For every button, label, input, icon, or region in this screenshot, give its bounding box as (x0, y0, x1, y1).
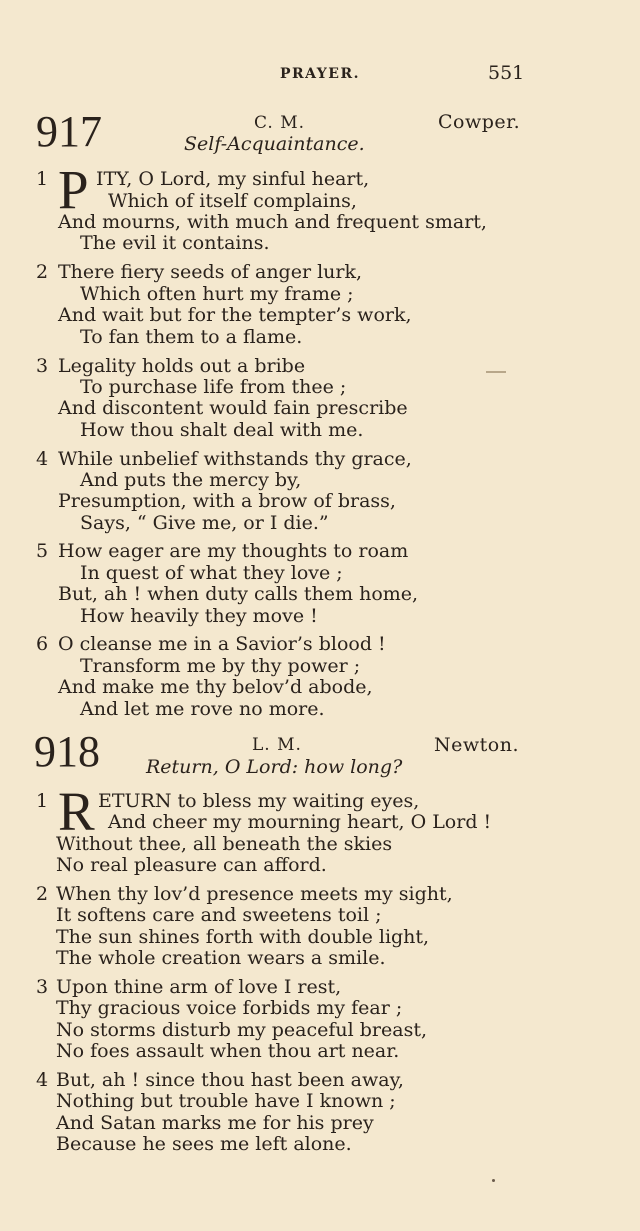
verse-number: 4 (36, 448, 49, 470)
hymn-number: 918 (34, 727, 100, 776)
drop-cap: P (58, 159, 89, 220)
page-number: 551 (488, 62, 525, 84)
hymn-author: Newton. (434, 734, 519, 756)
verse-line: Presumption, with a brow of brass, (58, 490, 396, 512)
verse-line: And cheer my mourning heart, O Lord ! (108, 811, 492, 833)
verse-line: There fiery seeds of anger lurk, (58, 261, 363, 283)
verse-number: 1 (36, 168, 49, 190)
verse-line: But, ah ! when duty calls them home, (58, 583, 419, 605)
hymn-meter: C. M. (254, 113, 306, 133)
verse-line: Says, “ Give me, or I die.” (80, 512, 329, 534)
verse-line: Which of itself complains, (108, 190, 357, 212)
verse-line: No foes assault when thou art near. (56, 1040, 400, 1062)
verse-line: And make me thy belov’d abode, (58, 676, 373, 698)
verse-line: To purchase life from thee ; (80, 376, 347, 398)
ink-mark (486, 371, 506, 373)
hymn-subtitle: Self-Acquaintance. (184, 133, 365, 155)
verse-number: 2 (36, 883, 49, 905)
verse-line: Legality holds out a bribe (58, 355, 306, 377)
drop-cap: R (58, 781, 95, 842)
hymn-meter: L. M. (252, 735, 302, 755)
verse-number: 1 (36, 790, 49, 812)
verse-line: Without thee, all beneath the skies (56, 833, 393, 855)
verse-line: Upon thine arm of love I rest, (56, 976, 342, 998)
verse-line: And discontent would fain prescribe (58, 397, 408, 419)
hymn-number: 917 (36, 107, 102, 156)
verse-line: The whole creation wears a smile. (56, 947, 386, 969)
verse-line: When thy lov’d presence meets my sight, (56, 883, 453, 905)
verse-number: 3 (36, 355, 49, 377)
verse-line: No real pleasure can afford. (56, 854, 327, 876)
verse-number: 6 (36, 633, 49, 655)
verse-line: And let me rove no more. (80, 698, 325, 720)
verse-line: In quest of what they love ; (80, 562, 343, 584)
verse-line: Transform me by thy power ; (80, 655, 361, 677)
verse-line: How thou shalt deal with me. (80, 419, 364, 441)
verse-line: It softens care and sweetens toil ; (56, 904, 382, 926)
verse-line: The evil it contains. (80, 232, 270, 254)
verse-line: Thy gracious voice forbids my fear ; (56, 997, 403, 1019)
verse-line: ITY, O Lord, my sinful heart, (96, 168, 370, 190)
verse-number: 3 (36, 976, 49, 998)
verse-line: The sun shines forth with double light, (56, 926, 430, 948)
verse-line: ETURN to bless my waiting eyes, (98, 790, 420, 812)
verse-line: Which often hurt my frame ; (80, 283, 354, 305)
verse-line: Nothing but trouble have I known ; (56, 1090, 396, 1112)
verse-line: While unbelief withstands thy grace, (58, 448, 412, 470)
verse-line: How eager are my thoughts to roam (58, 540, 409, 562)
verse-line: No storms disturb my peaceful breast, (56, 1019, 428, 1041)
verse-line: But, ah ! since thou hast been away, (56, 1069, 404, 1091)
hymn-author: Cowper. (438, 111, 521, 133)
hymn-subtitle: Return, O Lord: how long? (146, 756, 403, 778)
verse-line: Because he sees me left alone. (56, 1133, 352, 1155)
verse-line: To fan them to a flame. (80, 326, 303, 348)
paper-speck (492, 1179, 495, 1182)
verse-number: 2 (36, 261, 49, 283)
verse-number: 4 (36, 1069, 49, 1091)
verse-line: And wait but for the tempter’s work, (58, 304, 412, 326)
verse-line: And puts the mercy by, (80, 469, 302, 491)
running-header: PRAYER. (279, 66, 360, 82)
verse-line: And Satan marks me for his prey (56, 1112, 374, 1134)
verse-line: How heavily they move ! (80, 605, 318, 627)
verse-line: O cleanse me in a Savior’s blood ! (58, 633, 386, 655)
verse-line: And mourns, with much and frequent smart, (58, 211, 487, 233)
verse-number: 5 (36, 540, 49, 562)
